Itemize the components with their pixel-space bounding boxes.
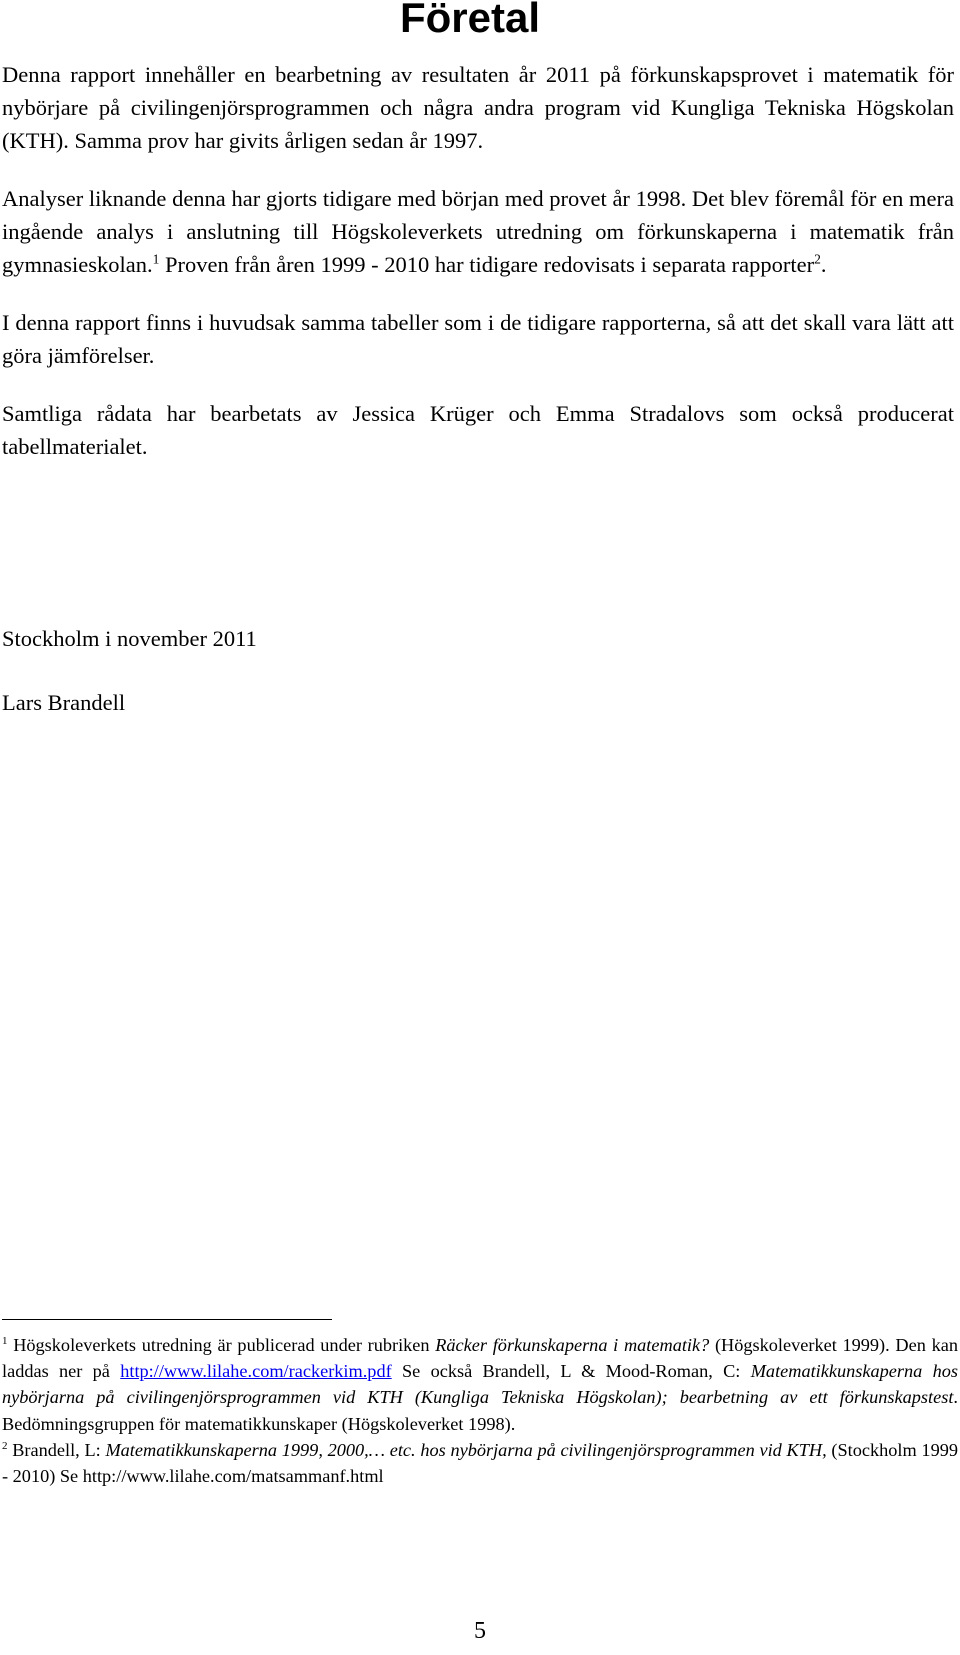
page-title: Företal xyxy=(399,0,541,41)
paragraph-4: Samtliga rådata har bearbetats av Jessica Krüger och Emma Stradalovs som också producerat tabellmaterialet. xyxy=(2,401,954,459)
paragraph-2-text-a: Analyser liknande denna har gjorts tidigare med början med provet år 1998. Det blev föremål för en mera ingående analys i anslutning till Högskoleverkets utredning om förkunskaperna i matematik från gymnasieskolan. xyxy=(2,186,954,277)
page-number: 5 xyxy=(474,1618,486,1644)
footnote-ref-1[interactable]: 1 xyxy=(152,251,160,267)
footnote-1-title-a: Räcker förkunskaperna i matematik? xyxy=(435,1335,710,1355)
paragraph-2 xyxy=(2,182,954,281)
paragraph-2-text-b: Proven från åren 1999 - 2010 har tidigare redovisats i separata rapporter xyxy=(159,252,815,277)
footnote-1-text-a: Högskoleverkets utredning är publicerad under rubriken xyxy=(7,1335,436,1355)
footnote-2-marker: 2 xyxy=(2,1439,8,1452)
footnote-1-marker: 1 xyxy=(2,1334,8,1347)
footnote-1-text-b: (Högskoleverket 1999). Den kan laddas ner på xyxy=(2,1335,958,1382)
footnote-2-title-a: Matematikkunskaperna 1999, 2000,… etc. hos nybörjarna på civilingenjörsprogrammen vid KTH, xyxy=(105,1439,827,1460)
preface-body xyxy=(2,58,954,488)
paragraph-1: Denna rapport innehåller en bearbetning av resultaten år 2011 på förkunskapsprovet i matematik för nybörjare på civilingenjörsprogrammen och några andra program vid Kungliga Tekniska Högskolan (KTH). Samma prov har givits årligen sedan år 1997. xyxy=(2,62,954,153)
footnote-ref-2[interactable]: 2 xyxy=(814,251,821,267)
footnotes xyxy=(2,1332,958,1489)
footnote-2 xyxy=(2,1437,958,1489)
footnote-divider xyxy=(2,1319,332,1320)
author-name: Lars Brandell xyxy=(2,690,126,715)
footnote-1-link[interactable]: http://www.lilahe.com/rackerkim.pdf xyxy=(120,1361,392,1382)
place-date: Stockholm i november 2011 xyxy=(2,626,257,651)
paragraph-2-text-c: . xyxy=(820,252,827,277)
footnote-2-text-b: (Stockholm 1999 - 2010) Se http://www.lilahe.com/matsammanf.html xyxy=(2,1439,958,1487)
footnote-1 xyxy=(2,1332,958,1437)
footnote-1-text-c: Se också Brandell, L & Mood-Roman, C: xyxy=(391,1361,751,1382)
footnote-1-text-d: . Bedömningsgruppen för matematikkunskaper (Högskoleverket 1998). xyxy=(2,1387,958,1434)
paragraph-3: I denna rapport finns i huvudsak samma tabeller som i de tidigare rapporterna, så att det skall vara lätt att göra jämförelser. xyxy=(2,310,954,368)
footnote-1-title-b: Matematikkunskaperna hos nybörjarna på civilingenjörsprogrammen vid KTH (Kungliga Tekniska Högskolan); bearbetning av ett förkunskapstest xyxy=(2,1361,958,1408)
footnote-2-text-a: Brandell, L: xyxy=(7,1439,106,1460)
